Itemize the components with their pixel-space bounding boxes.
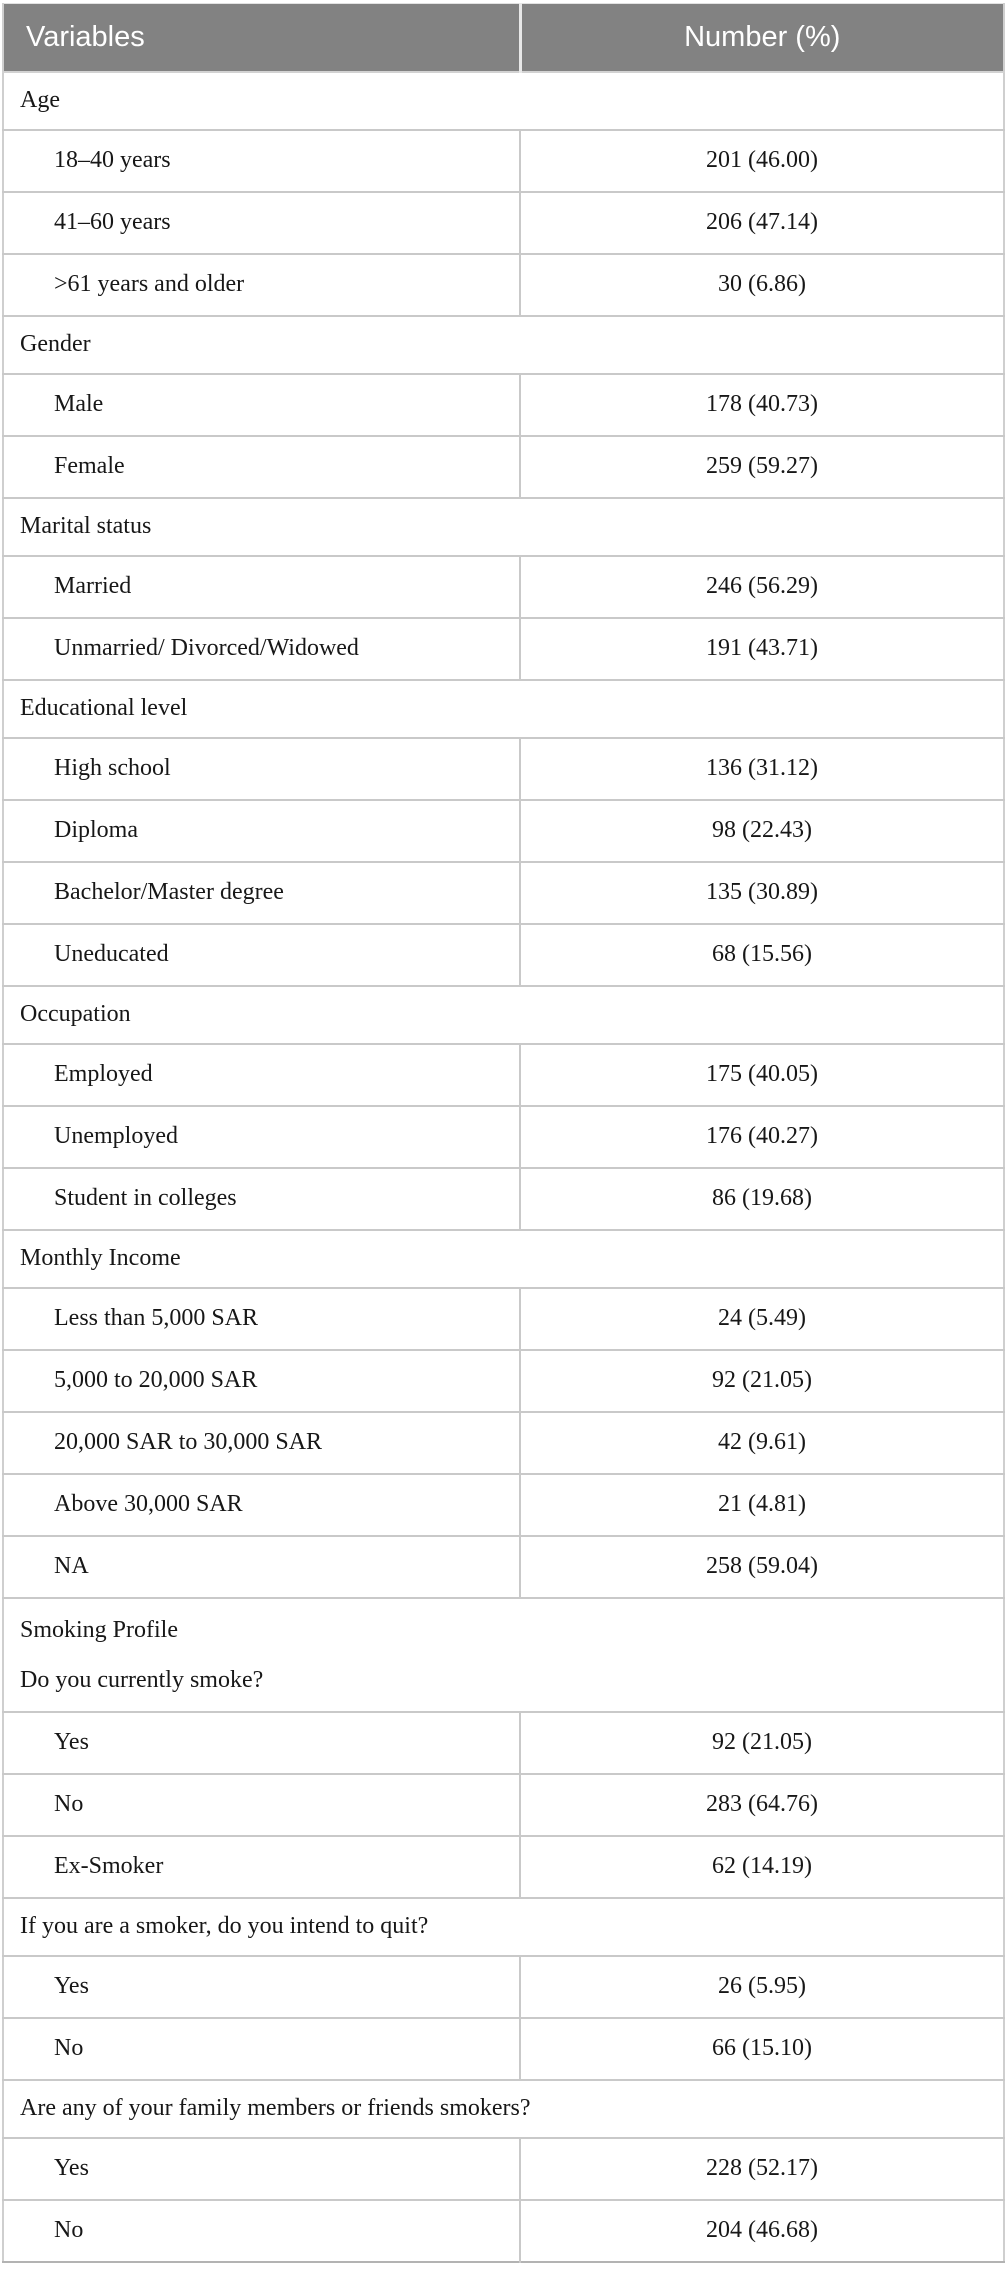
row-label: NA	[3, 1536, 520, 1598]
category-label-line: Marital status	[20, 513, 152, 539]
row-label: Yes	[3, 1956, 520, 2018]
row-label: >61 years and older	[3, 254, 520, 316]
row-value: 178 (40.73)	[520, 374, 1004, 436]
row-value: 201 (46.00)	[520, 130, 1004, 192]
category-label-line: Smoking Profile	[20, 1616, 179, 1643]
category-row	[3, 498, 1004, 556]
row-value: 66 (15.10)	[520, 2018, 1004, 2080]
row-label: No	[3, 1774, 520, 1836]
table-row	[3, 2138, 1004, 2200]
table-row	[3, 1412, 1004, 1474]
row-value: 68 (15.56)	[520, 924, 1004, 986]
row-label: No	[3, 2018, 520, 2080]
category-label	[3, 986, 1004, 1044]
table-row	[3, 738, 1004, 800]
row-label: Married	[3, 556, 520, 618]
category-row	[3, 986, 1004, 1044]
table-row	[3, 1168, 1004, 1230]
table-header	[3, 4, 1004, 72]
row-label: Male	[3, 374, 520, 436]
row-value: 92 (21.05)	[520, 1712, 1004, 1774]
category-label-line: Educational level	[20, 695, 188, 721]
category-row	[3, 316, 1004, 374]
category-label	[3, 1898, 1004, 1956]
row-value: 246 (56.29)	[520, 556, 1004, 618]
row-label: Yes	[3, 2138, 520, 2200]
table-row	[3, 2018, 1004, 2080]
row-value: 26 (5.95)	[520, 1956, 1004, 2018]
row-label: 20,000 SAR to 30,000 SAR	[3, 1412, 520, 1474]
row-label: Less than 5,000 SAR	[3, 1288, 520, 1350]
row-label: Diploma	[3, 800, 520, 862]
table-row	[3, 436, 1004, 498]
row-value: 98 (22.43)	[520, 800, 1004, 862]
row-value: 24 (5.49)	[520, 1288, 1004, 1350]
category-row	[3, 1230, 1004, 1288]
row-label: High school	[3, 738, 520, 800]
row-value: 283 (64.76)	[520, 1774, 1004, 1836]
table-body	[3, 72, 1004, 2262]
row-label: Unmarried/ Divorced/Widowed	[3, 618, 520, 680]
row-value: 175 (40.05)	[520, 1044, 1004, 1106]
category-label-line: Are any of your family members or friends smokers?	[20, 2095, 531, 2121]
table-row	[3, 618, 1004, 680]
row-label: 41–60 years	[3, 192, 520, 254]
table-row	[3, 1536, 1004, 1598]
row-label: Bachelor/Master degree	[3, 862, 520, 924]
column-header-variables: Variables	[3, 4, 520, 72]
table-row	[3, 1288, 1004, 1350]
row-value: 176 (40.27)	[520, 1106, 1004, 1168]
row-value: 92 (21.05)	[520, 1350, 1004, 1412]
row-value: 204 (46.68)	[520, 2200, 1004, 2262]
table-row	[3, 2200, 1004, 2262]
category-label-line: Monthly Income	[20, 1245, 181, 1271]
table-row	[3, 1836, 1004, 1898]
row-label: No	[3, 2200, 520, 2262]
table-row	[3, 254, 1004, 316]
table-row	[3, 1106, 1004, 1168]
table-row	[3, 1712, 1004, 1774]
row-value: 228 (52.17)	[520, 2138, 1004, 2200]
table-row	[3, 374, 1004, 436]
table-row	[3, 1350, 1004, 1412]
table-row	[3, 800, 1004, 862]
table-row	[3, 924, 1004, 986]
header-row	[3, 4, 1004, 72]
row-label: Ex-Smoker	[3, 1836, 520, 1898]
row-label: Above 30,000 SAR	[3, 1474, 520, 1536]
category-label	[3, 1598, 1004, 1712]
category-label-line: Do you currently smoke?	[20, 1666, 264, 1693]
category-label	[3, 72, 1004, 130]
category-row	[3, 1898, 1004, 1956]
category-label-line: Gender	[20, 331, 91, 357]
table-row	[3, 1774, 1004, 1836]
row-label: 18–40 years	[3, 130, 520, 192]
row-value: 135 (30.89)	[520, 862, 1004, 924]
category-row	[3, 680, 1004, 738]
row-label: Yes	[3, 1712, 520, 1774]
category-label	[3, 2080, 1004, 2138]
category-label	[3, 316, 1004, 374]
row-value: 42 (9.61)	[520, 1412, 1004, 1474]
table-row	[3, 192, 1004, 254]
category-label-line: Occupation	[20, 1001, 131, 1027]
category-row	[3, 72, 1004, 130]
row-value: 21 (4.81)	[520, 1474, 1004, 1536]
category-row	[3, 1598, 1004, 1712]
row-value: 259 (59.27)	[520, 436, 1004, 498]
category-label-line: Age	[20, 87, 60, 113]
table-row	[3, 1956, 1004, 2018]
category-label	[3, 680, 1004, 738]
row-label: 5,000 to 20,000 SAR	[3, 1350, 520, 1412]
row-value: 136 (31.12)	[520, 738, 1004, 800]
demographics-table	[2, 3, 1005, 2263]
table-row	[3, 1044, 1004, 1106]
row-label: Uneducated	[3, 924, 520, 986]
row-value: 30 (6.86)	[520, 254, 1004, 316]
category-row	[3, 2080, 1004, 2138]
table-row	[3, 556, 1004, 618]
row-value: 86 (19.68)	[520, 1168, 1004, 1230]
row-value: 258 (59.04)	[520, 1536, 1004, 1598]
category-label-line: If you are a smoker, do you intend to quit?	[20, 1913, 429, 1939]
row-label: Unemployed	[3, 1106, 520, 1168]
row-value: 62 (14.19)	[520, 1836, 1004, 1898]
category-label	[3, 1230, 1004, 1288]
table-row	[3, 1474, 1004, 1536]
table-row	[3, 130, 1004, 192]
column-header-number: Number (%)	[520, 4, 1004, 72]
row-value: 191 (43.71)	[520, 618, 1004, 680]
row-value: 206 (47.14)	[520, 192, 1004, 254]
category-label	[3, 498, 1004, 556]
table-row	[3, 862, 1004, 924]
row-label: Student in colleges	[3, 1168, 520, 1230]
row-label: Employed	[3, 1044, 520, 1106]
row-label: Female	[3, 436, 520, 498]
